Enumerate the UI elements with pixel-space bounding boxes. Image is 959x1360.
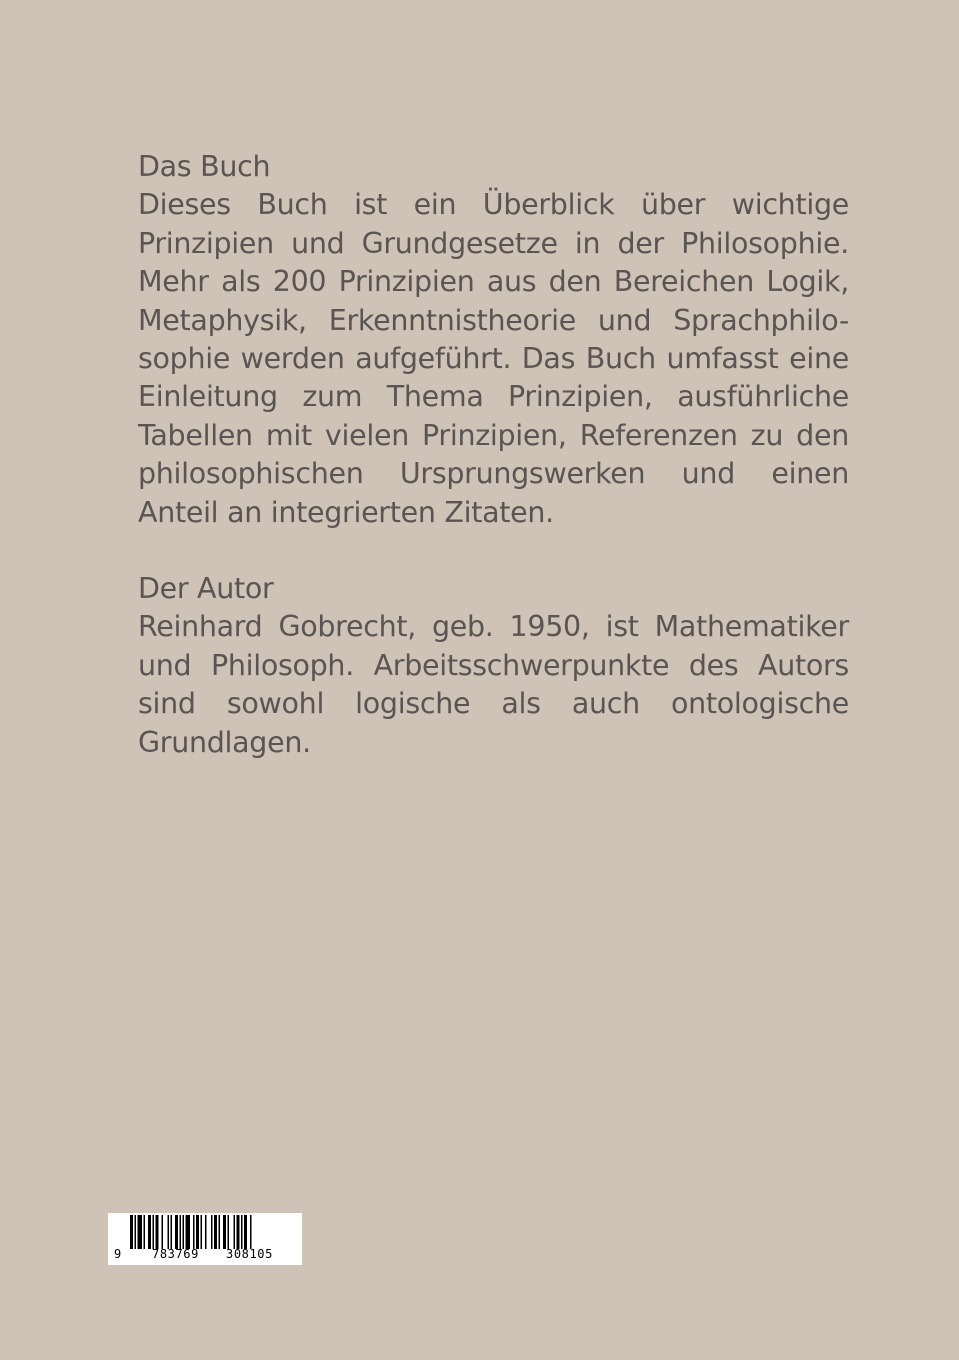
book-word: Mehr xyxy=(138,265,209,299)
barcode-bar xyxy=(196,1215,199,1249)
author-word: 1950, xyxy=(509,610,590,644)
author-word: Arbeitsschwerpunkte xyxy=(373,648,670,682)
book-word: sophie xyxy=(138,342,231,376)
book-line xyxy=(138,378,849,416)
book-word: Das xyxy=(521,342,576,376)
barcode-bar xyxy=(205,1215,207,1249)
barcode-bar xyxy=(193,1215,195,1249)
book-word: und xyxy=(291,226,345,260)
book-word: Prinzipien, xyxy=(422,418,567,452)
book-word: 200 xyxy=(272,265,327,299)
author-word: ist xyxy=(605,610,639,644)
book-line xyxy=(138,186,849,224)
isbn-barcode xyxy=(108,1213,302,1265)
author-word: Mathematiker xyxy=(654,610,849,644)
book-word: mit xyxy=(265,418,312,452)
book-word: werden xyxy=(240,342,345,376)
book-word: ausführliche xyxy=(677,380,849,414)
author-last-line: Grundlagen. xyxy=(138,725,311,759)
author-word: Reinhard xyxy=(138,610,263,644)
author-word: des xyxy=(688,648,739,682)
book-line xyxy=(138,263,849,301)
author-word: und xyxy=(138,648,192,682)
barcode-bars xyxy=(130,1215,300,1249)
book-word: Tabellen xyxy=(138,418,253,452)
book-last-line: Anteil an integrierten Zitaten. xyxy=(138,495,554,529)
author-word: sowohl xyxy=(226,687,325,721)
book-word: Buch xyxy=(257,188,328,222)
author-heading: Der Autor xyxy=(138,572,274,605)
book-line xyxy=(138,225,849,263)
book-word: Philosophie. xyxy=(681,226,849,260)
barcode-bar xyxy=(153,1215,155,1249)
book-word: einen xyxy=(771,457,849,491)
book-word: Referenzen xyxy=(579,418,738,452)
book-word: ein xyxy=(413,188,457,222)
author-description xyxy=(138,570,849,762)
author-word: auch xyxy=(571,687,640,721)
barcode-bar xyxy=(219,1215,221,1249)
author-word: Philosoph. xyxy=(210,648,354,682)
book-word: Sprachphilo- xyxy=(673,303,849,337)
author-line xyxy=(138,647,849,685)
barcode-bar xyxy=(211,1215,213,1249)
book-paragraph xyxy=(138,186,849,493)
book-word: der xyxy=(617,226,664,260)
barcode-bar xyxy=(135,1215,137,1249)
book-word: Grundgesetze xyxy=(361,226,558,260)
book-line xyxy=(138,302,849,340)
barcode-bar xyxy=(175,1215,178,1249)
book-word: Ursprungswerken xyxy=(399,457,646,491)
book-word: vielen xyxy=(324,418,409,452)
barcode-first-digit: 9 xyxy=(114,1247,122,1261)
book-word: zu xyxy=(750,418,784,452)
barcode-bar xyxy=(228,1215,230,1249)
barcode-bar xyxy=(162,1215,164,1249)
book-description xyxy=(138,148,849,532)
book-word: Bereichen xyxy=(613,265,755,299)
book-word: eine xyxy=(789,342,849,376)
book-word: Prinzipien, xyxy=(508,380,653,414)
author-word: als xyxy=(501,687,541,721)
barcode-digits xyxy=(114,1247,300,1263)
barcode-bar xyxy=(214,1215,217,1249)
book-line xyxy=(138,455,849,493)
barcode-bar xyxy=(171,1215,173,1249)
book-word: ist xyxy=(354,188,388,222)
author-line xyxy=(138,685,849,723)
book-word: zum xyxy=(302,380,363,414)
book-word: aus xyxy=(486,265,537,299)
book-word: den xyxy=(548,265,602,299)
book-word: wichtige xyxy=(731,188,849,222)
barcode-bar xyxy=(250,1215,252,1249)
barcode-bar xyxy=(223,1215,226,1249)
book-line xyxy=(138,340,849,378)
book-word: aufgeführt. xyxy=(355,342,512,376)
book-word: Dieses xyxy=(138,188,231,222)
book-word: und xyxy=(597,303,652,337)
book-word: Prinzipien xyxy=(138,226,274,260)
barcode-bar xyxy=(234,1215,236,1249)
barcode-bar xyxy=(186,1215,191,1249)
book-word: philosophischen xyxy=(138,457,364,491)
barcode-bar xyxy=(201,1215,203,1249)
book-word: den xyxy=(796,418,849,452)
book-word: umfasst xyxy=(666,342,779,376)
book-word: als xyxy=(221,265,261,299)
barcode-bar xyxy=(168,1215,170,1249)
barcode-bar xyxy=(237,1215,240,1249)
barcode-bar xyxy=(156,1215,159,1249)
book-word: Metaphysik, xyxy=(138,303,307,337)
book-heading: Das Buch xyxy=(138,150,271,183)
book-word: in xyxy=(574,226,601,260)
barcode-left-group: 783769 xyxy=(152,1247,199,1261)
book-word: Prinzipien xyxy=(338,265,475,299)
barcode-bar xyxy=(183,1215,185,1249)
book-word: Überblick xyxy=(482,188,615,222)
author-paragraph xyxy=(138,608,849,723)
book-word: Thema xyxy=(386,380,484,414)
book-word: über xyxy=(640,188,706,222)
barcode-bar xyxy=(180,1215,182,1249)
author-word: logische xyxy=(355,687,471,721)
barcode-bar xyxy=(241,1215,243,1249)
book-word: und xyxy=(681,457,735,491)
book-line xyxy=(138,417,849,455)
barcode-bar xyxy=(130,1215,133,1249)
barcode-right-group: 308105 xyxy=(226,1247,273,1261)
author-word: Gobrecht, xyxy=(278,610,416,644)
book-word: Logik, xyxy=(766,265,849,299)
author-word: Autors xyxy=(758,648,849,682)
author-word: sind xyxy=(138,687,196,721)
author-word: geb. xyxy=(431,610,494,644)
barcode-bar xyxy=(138,1215,143,1249)
author-line xyxy=(138,608,849,646)
author-word: ontologische xyxy=(671,687,849,721)
barcode-bar xyxy=(144,1215,146,1249)
book-word: Buch xyxy=(585,342,656,376)
book-word: Einleitung xyxy=(138,380,278,414)
barcode-bar xyxy=(244,1215,247,1249)
book-word: Erkenntnistheorie xyxy=(328,303,576,337)
barcode-bar xyxy=(148,1215,151,1249)
